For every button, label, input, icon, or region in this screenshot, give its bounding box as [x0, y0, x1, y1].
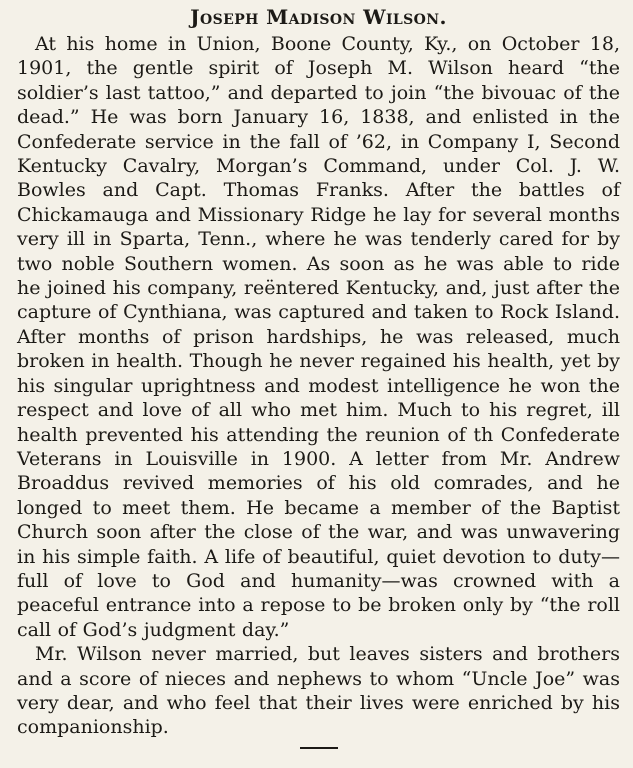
obituary-paragraph-1: At his home in Union, Boone County, Ky., on October 18, 1901, the gentle spirit of Joseph M. Wilson heard “the soldier’s last tattoo,” and departed to join “the bivouac of the dead.” He was born January 16, 1838, and enlisted in the Confederate service in the fall of ’62, in Company I, Second Kentucky Cavalry, Morgan’s Command, under Col. J. W. Bowles and Capt. Thomas Franks. After the battles of Chickamauga and Missionary Ridge he lay for several months very ill in Sparta, Tenn., where he was tenderly cared for by two noble Southern women. As soon as he was able to ride he joined his company, reëntered Kentucky, and, just after the capture of Cynthiana, was captured and taken to Rock Island. After months of prison hardships, he was released, much broken in health. Though he never regained his health, yet by his singular uprightness and modest intelligence he won the respect and love of all who met him. Much to his regret, ill health prevented his attending the reunion of th Confederate Veterans in Louisville in 1900. A letter from Mr. Andrew Broaddus revived memories of his old comrades, and he longed to meet them. He became a member of the Baptist Church soon after the close of the war, and was unwavering in his simple faith. A life of beautiful, quiet devotion to duty—full of love to God and humanity—was crowned with a peaceful entrance into a repose to be broken only by “the roll call of God’s judgment day.” [17, 33, 620, 641]
obituary-paragraph-2: Mr. Wilson never married, but leaves sisters and brothers and a score of nieces and nephews to whom “Uncle Joe” was very dear, and who feel that their lives were enriched by his companionship. [17, 643, 620, 739]
section-divider [300, 747, 338, 749]
obituary-title: Joseph Madison Wilson. [190, 5, 447, 29]
